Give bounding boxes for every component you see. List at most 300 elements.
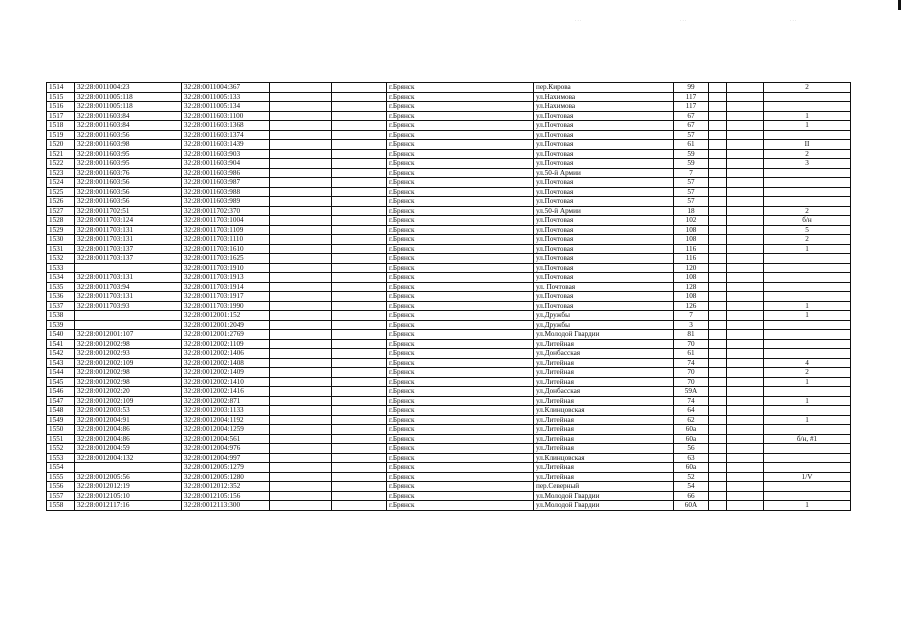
cell-house-number: 62	[674, 415, 709, 425]
cell-empty	[332, 254, 387, 264]
cell-row-number: 1524	[47, 178, 75, 188]
cell-row-number: 1558	[47, 501, 75, 511]
table-row	[47, 235, 851, 245]
cell-empty	[709, 415, 727, 425]
cell-empty	[709, 425, 727, 435]
cell-street: ул.Почтовая	[534, 225, 674, 235]
cell-apartment	[764, 349, 851, 359]
cell-city: г.Брянск	[387, 140, 534, 150]
cell-empty	[332, 301, 387, 311]
cell-street: ул.Почтовая	[534, 235, 674, 245]
cell-empty	[709, 472, 727, 482]
cell-row-number: 1529	[47, 225, 75, 235]
cell-house-number: 74	[674, 396, 709, 406]
cell-empty	[270, 121, 332, 131]
cell-apartment: 1	[764, 244, 851, 254]
cell-row-number: 1526	[47, 197, 75, 207]
cell-house-number: 60а	[674, 425, 709, 435]
cell-empty	[270, 406, 332, 416]
cell-row-number: 1520	[47, 140, 75, 150]
cell-street: ул.Почтовая	[534, 187, 674, 197]
cell-empty	[709, 83, 727, 93]
cell-empty	[270, 92, 332, 102]
cell-parent-cadastral-number: 32:28:0012004:86	[75, 425, 182, 435]
cell-row-number: 1515	[47, 92, 75, 102]
cell-city: г.Брянск	[387, 235, 534, 245]
cell-row-number: 1521	[47, 149, 75, 159]
cell-apartment: 4	[764, 358, 851, 368]
table-row	[47, 130, 851, 140]
cell-city: г.Брянск	[387, 377, 534, 387]
cell-empty	[270, 330, 332, 340]
cell-street: ул.Литейная	[534, 396, 674, 406]
cell-cadastral-number: 32:28:0011703:1109	[182, 225, 270, 235]
cell-empty	[332, 140, 387, 150]
cell-house-number: 70	[674, 377, 709, 387]
cell-city: г.Брянск	[387, 111, 534, 121]
cell-house-number: 59	[674, 159, 709, 169]
cell-row-number: 1519	[47, 130, 75, 140]
cell-empty	[727, 216, 764, 226]
cell-empty	[727, 121, 764, 131]
cell-row-number: 1532	[47, 254, 75, 264]
cell-city: г.Брянск	[387, 121, 534, 131]
cell-empty	[727, 282, 764, 292]
cell-house-number: 66	[674, 491, 709, 501]
cell-empty	[270, 463, 332, 473]
cell-empty	[727, 415, 764, 425]
cell-empty	[270, 244, 332, 254]
table-row	[47, 463, 851, 473]
cell-city: г.Брянск	[387, 292, 534, 302]
cell-empty	[332, 491, 387, 501]
cell-apartment: 1	[764, 377, 851, 387]
cell-empty	[332, 83, 387, 93]
cell-cadastral-number: 32:28:0012002:1410	[182, 377, 270, 387]
cell-parent-cadastral-number: 32:28:0012005:56	[75, 472, 182, 482]
cell-street: ул.Литейная	[534, 368, 674, 378]
cell-city: г.Брянск	[387, 244, 534, 254]
cell-empty	[727, 168, 764, 178]
cell-row-number: 1536	[47, 292, 75, 302]
table-row	[47, 377, 851, 387]
cell-apartment: 5	[764, 225, 851, 235]
cell-cadastral-number: 32:28:0012005:1279	[182, 463, 270, 473]
cell-empty	[727, 501, 764, 511]
cell-apartment: 1	[764, 311, 851, 321]
cell-empty	[727, 349, 764, 359]
cell-empty	[727, 425, 764, 435]
cell-apartment: 2	[764, 235, 851, 245]
cell-apartment	[764, 92, 851, 102]
cell-house-number: 70	[674, 339, 709, 349]
cell-cadastral-number: 32:28:0011703:1990	[182, 301, 270, 311]
cell-street: ул.Молодой Гвардии	[534, 330, 674, 340]
cell-parent-cadastral-number: 32:28:0012002:98	[75, 339, 182, 349]
cell-apartment	[764, 254, 851, 264]
cell-cadastral-number: 32:28:0011603:989	[182, 197, 270, 207]
cell-empty	[270, 320, 332, 330]
cell-empty	[709, 178, 727, 188]
table-row	[47, 311, 851, 321]
cell-house-number: 18	[674, 206, 709, 216]
cell-parent-cadastral-number: 32:28:0011703:131	[75, 273, 182, 283]
cell-empty	[270, 472, 332, 482]
cell-cadastral-number: 32:28:0012002:871	[182, 396, 270, 406]
cell-empty	[709, 235, 727, 245]
cell-house-number: 61	[674, 140, 709, 150]
cell-row-number: 1555	[47, 472, 75, 482]
page-edge-mark	[898, 0, 901, 10]
table-row	[47, 330, 851, 340]
cell-empty	[709, 482, 727, 492]
cell-row-number: 1552	[47, 444, 75, 454]
table-row	[47, 206, 851, 216]
cell-parent-cadastral-number: 32:28:0012002:98	[75, 377, 182, 387]
cell-cadastral-number: 32:28:0011005:134	[182, 102, 270, 112]
table-row	[47, 159, 851, 169]
cell-street: ул.Почтовая	[534, 197, 674, 207]
cell-empty	[709, 254, 727, 264]
cell-row-number: 1540	[47, 330, 75, 340]
cell-apartment	[764, 491, 851, 501]
cell-apartment: II	[764, 140, 851, 150]
cell-empty	[332, 387, 387, 397]
cell-house-number: 57	[674, 130, 709, 140]
cell-city: г.Брянск	[387, 282, 534, 292]
table-row	[47, 168, 851, 178]
cell-city: г.Брянск	[387, 149, 534, 159]
cell-city: г.Брянск	[387, 102, 534, 112]
cell-parent-cadastral-number	[75, 320, 182, 330]
cell-empty	[270, 482, 332, 492]
cell-cadastral-number: 32:28:0011603:1368	[182, 121, 270, 131]
cell-street: ул.Почтовая	[534, 254, 674, 264]
cell-row-number: 1546	[47, 387, 75, 397]
cell-empty	[727, 406, 764, 416]
cell-parent-cadastral-number: 32:28:0011603:56	[75, 130, 182, 140]
cell-street: ул.Донбасская	[534, 387, 674, 397]
cell-empty	[270, 168, 332, 178]
cell-parent-cadastral-number: 32:28:0012004:91	[75, 415, 182, 425]
cell-empty	[270, 415, 332, 425]
cell-empty	[332, 102, 387, 112]
cell-city: г.Брянск	[387, 168, 534, 178]
cell-house-number: 108	[674, 225, 709, 235]
table-row	[47, 396, 851, 406]
cell-empty	[332, 396, 387, 406]
cell-empty	[709, 301, 727, 311]
table-row	[47, 178, 851, 188]
cell-parent-cadastral-number: 32:28:0012002:109	[75, 358, 182, 368]
cell-empty	[709, 501, 727, 511]
cell-city: г.Брянск	[387, 501, 534, 511]
table-row	[47, 254, 851, 264]
cell-empty	[270, 453, 332, 463]
cell-row-number: 1535	[47, 282, 75, 292]
cell-house-number: 57	[674, 197, 709, 207]
cell-empty	[332, 406, 387, 416]
cell-empty	[270, 273, 332, 283]
cell-empty	[332, 187, 387, 197]
cell-city: г.Брянск	[387, 387, 534, 397]
cell-row-number: 1541	[47, 339, 75, 349]
cell-apartment	[764, 482, 851, 492]
cell-street: ул.Почтовая	[534, 178, 674, 188]
cell-city: г.Брянск	[387, 368, 534, 378]
cell-empty	[270, 140, 332, 150]
cell-city: г.Брянск	[387, 444, 534, 454]
cell-parent-cadastral-number: 32:28:0011603:56	[75, 178, 182, 188]
cell-parent-cadastral-number: 32:28:0011703:124	[75, 216, 182, 226]
cell-empty	[332, 168, 387, 178]
cell-city: г.Брянск	[387, 339, 534, 349]
cell-empty	[270, 178, 332, 188]
cell-empty	[727, 377, 764, 387]
cell-row-number: 1516	[47, 102, 75, 112]
cell-city: г.Брянск	[387, 83, 534, 93]
cell-street: пер.Северный	[534, 482, 674, 492]
cell-street: ул.Почтовая	[534, 111, 674, 121]
cell-empty	[332, 453, 387, 463]
cell-house-number: 60а	[674, 463, 709, 473]
table-row	[47, 491, 851, 501]
cell-empty	[727, 482, 764, 492]
cell-city: г.Брянск	[387, 330, 534, 340]
cell-street: пер.Кирова	[534, 83, 674, 93]
cell-empty	[709, 396, 727, 406]
cell-empty	[332, 178, 387, 188]
cell-empty	[332, 282, 387, 292]
cell-empty	[270, 311, 332, 321]
cell-parent-cadastral-number: 32:28:0012012:19	[75, 482, 182, 492]
cell-empty	[709, 130, 727, 140]
cell-empty	[709, 168, 727, 178]
cell-apartment: 2	[764, 83, 851, 93]
cell-cadastral-number: 32:28:0011603:987	[182, 178, 270, 188]
cell-cadastral-number: 32:28:0011702:370	[182, 206, 270, 216]
cell-cadastral-number: 32:28:0011603:1374	[182, 130, 270, 140]
cell-empty	[332, 197, 387, 207]
table-row	[47, 358, 851, 368]
cell-apartment: 1	[764, 121, 851, 131]
cell-empty	[709, 463, 727, 473]
cell-street: ул.Почтовая	[534, 244, 674, 254]
cell-row-number: 1533	[47, 263, 75, 273]
cell-empty	[332, 292, 387, 302]
cell-parent-cadastral-number: 32:28:0012003:53	[75, 406, 182, 416]
cell-city: г.Брянск	[387, 263, 534, 273]
cell-row-number: 1531	[47, 244, 75, 254]
cell-apartment: 3	[764, 159, 851, 169]
cell-empty	[332, 225, 387, 235]
cell-city: г.Брянск	[387, 453, 534, 463]
cell-empty	[270, 282, 332, 292]
cell-street: ул.Почтовая	[534, 130, 674, 140]
cell-row-number: 1548	[47, 406, 75, 416]
cell-empty	[270, 206, 332, 216]
cell-city: г.Брянск	[387, 358, 534, 368]
cell-street: ул.Почтовая	[534, 301, 674, 311]
cell-city: г.Брянск	[387, 159, 534, 169]
table-row	[47, 472, 851, 482]
cell-empty	[709, 159, 727, 169]
scan-artifact: . . .	[680, 17, 687, 22]
cell-empty	[332, 349, 387, 359]
cell-cadastral-number: 32:28:0012004:997	[182, 453, 270, 463]
cell-city: г.Брянск	[387, 320, 534, 330]
cell-empty	[709, 368, 727, 378]
cell-parent-cadastral-number: 32:28:0012105:10	[75, 491, 182, 501]
cell-city: г.Брянск	[387, 472, 534, 482]
cell-city: г.Брянск	[387, 425, 534, 435]
cell-house-number: 67	[674, 121, 709, 131]
cell-street: ул.Нахимова	[534, 102, 674, 112]
cell-empty	[727, 330, 764, 340]
cell-empty	[709, 453, 727, 463]
cell-empty	[332, 92, 387, 102]
cell-empty	[709, 292, 727, 302]
cell-house-number: 117	[674, 92, 709, 102]
cell-empty	[332, 501, 387, 511]
cell-parent-cadastral-number: 32:28:0012002:20	[75, 387, 182, 397]
cell-parent-cadastral-number: 32:28:0011603:56	[75, 197, 182, 207]
cell-cadastral-number: 32:28:0012113:300	[182, 501, 270, 511]
cell-empty	[332, 263, 387, 273]
cell-parent-cadastral-number	[75, 463, 182, 473]
cell-house-number: 102	[674, 216, 709, 226]
cell-empty	[332, 463, 387, 473]
cell-row-number: 1537	[47, 301, 75, 311]
cell-house-number: 64	[674, 406, 709, 416]
cell-empty	[270, 501, 332, 511]
cell-empty	[727, 92, 764, 102]
cell-empty	[727, 149, 764, 159]
cell-row-number: 1518	[47, 121, 75, 131]
cell-empty	[270, 301, 332, 311]
cell-city: г.Брянск	[387, 415, 534, 425]
cell-parent-cadastral-number: 32:28:0012002:109	[75, 396, 182, 406]
cell-row-number: 1528	[47, 216, 75, 226]
table-row	[47, 83, 851, 93]
cell-apartment: 1	[764, 396, 851, 406]
cell-empty	[709, 491, 727, 501]
cell-empty	[332, 415, 387, 425]
cell-city: г.Брянск	[387, 225, 534, 235]
cell-apartment	[764, 282, 851, 292]
cell-apartment	[764, 102, 851, 112]
cell-empty	[270, 263, 332, 273]
cell-row-number: 1542	[47, 349, 75, 359]
table-row	[47, 425, 851, 435]
cell-parent-cadastral-number: 32:28:0011603:95	[75, 149, 182, 159]
cell-empty	[727, 263, 764, 273]
cell-house-number: 70	[674, 368, 709, 378]
cell-parent-cadastral-number: 32:28:0012004:86	[75, 434, 182, 444]
cell-street: ул.Нахимова	[534, 92, 674, 102]
cell-parent-cadastral-number: 32:28:0012117:16	[75, 501, 182, 511]
cell-apartment	[764, 330, 851, 340]
cell-empty	[709, 406, 727, 416]
cell-empty	[332, 130, 387, 140]
cell-row-number: 1550	[47, 425, 75, 435]
cell-empty	[727, 453, 764, 463]
cell-empty	[270, 187, 332, 197]
table-row	[47, 121, 851, 131]
table-row	[47, 102, 851, 112]
cell-street: ул. Почтовая	[534, 282, 674, 292]
cell-empty	[709, 282, 727, 292]
cell-cadastral-number: 32:28:0011603:904	[182, 159, 270, 169]
cell-empty	[727, 358, 764, 368]
cell-empty	[709, 92, 727, 102]
cell-house-number: 52	[674, 472, 709, 482]
cell-empty	[727, 491, 764, 501]
cell-empty	[709, 263, 727, 273]
cell-empty	[709, 434, 727, 444]
cell-row-number: 1547	[47, 396, 75, 406]
cell-house-number: 7	[674, 311, 709, 321]
cell-street: ул.Клинцовская	[534, 453, 674, 463]
cell-house-number: 57	[674, 178, 709, 188]
cell-empty	[727, 434, 764, 444]
cell-street: ул.Молодой Гвардии	[534, 491, 674, 501]
cell-parent-cadastral-number: 32:28:0011703:137	[75, 254, 182, 264]
cell-empty	[727, 463, 764, 473]
cell-empty	[270, 235, 332, 245]
cell-parent-cadastral-number: 32:28:0011603:76	[75, 168, 182, 178]
cell-empty	[727, 111, 764, 121]
cell-empty	[727, 320, 764, 330]
cell-empty	[270, 225, 332, 235]
cell-house-number: 108	[674, 273, 709, 283]
cell-cadastral-number: 32:28:0011603:903	[182, 149, 270, 159]
cell-city: г.Брянск	[387, 311, 534, 321]
cell-empty	[709, 140, 727, 150]
cell-empty	[332, 311, 387, 321]
cell-city: г.Брянск	[387, 197, 534, 207]
cell-empty	[270, 434, 332, 444]
cell-empty	[332, 244, 387, 254]
cell-street: ул.Почтовая	[534, 216, 674, 226]
cell-empty	[270, 254, 332, 264]
cell-empty	[709, 102, 727, 112]
cell-cadastral-number: 32:28:0012001:2049	[182, 320, 270, 330]
cell-house-number: 57	[674, 187, 709, 197]
cell-empty	[727, 197, 764, 207]
cell-empty	[270, 377, 332, 387]
cell-empty	[709, 111, 727, 121]
cell-street: ул.Почтовая	[534, 263, 674, 273]
cell-empty	[727, 206, 764, 216]
cell-house-number: 59А	[674, 387, 709, 397]
cell-city: г.Брянск	[387, 254, 534, 264]
cell-apartment	[764, 444, 851, 454]
table-row	[47, 92, 851, 102]
cell-house-number: 60А	[674, 501, 709, 511]
table-row	[47, 197, 851, 207]
cell-empty	[332, 206, 387, 216]
cell-street: ул.Литейная	[534, 472, 674, 482]
table-row	[47, 368, 851, 378]
cell-empty	[270, 111, 332, 121]
cell-empty	[727, 444, 764, 454]
cell-empty	[727, 339, 764, 349]
cell-cadastral-number: 32:28:0011703:1910	[182, 263, 270, 273]
cell-parent-cadastral-number: 32:28:0012001:107	[75, 330, 182, 340]
cell-house-number: 7	[674, 168, 709, 178]
cell-city: г.Брянск	[387, 301, 534, 311]
